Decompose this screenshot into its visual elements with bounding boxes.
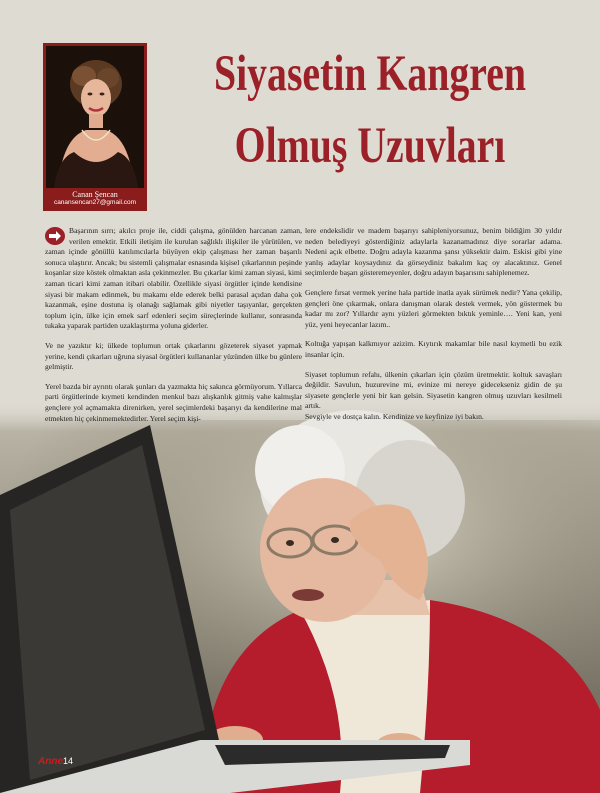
- author-email: canansencan27@gmail.com: [53, 199, 137, 206]
- left-column: [45, 226, 302, 433]
- author-photo: [46, 46, 144, 188]
- page-number: 14: [63, 756, 74, 766]
- title-line-2: Olmuş Uzuvları: [234, 118, 506, 174]
- paragraph: lere endekslidir ve madem başarıyı sahipleniyorsunuz, benim bildiğim 30 yıldır neden belediyeyi gösterdiğiniz adaylarla kazanamadınız diye sorarlar adama. Nedeni açık elbette. Doğru adayla kazanma şansı yüksektir daim. Eskisi gibi yine yanlış adaylar koysaydınız da görseydiniz bakalım kaç oy alacaktınız. Genel seçimlerde başarı gösteremeyenler, doğru adayın başarısını sahiplenemez.: [305, 226, 562, 278]
- paragraph: Ve ne yazıktır ki; ülkede toplumun ortak çıkarlarını gözeterek siyaset yapmak yerine, kendi çıkarları uğruna siyasal örgütleri kullananlar yüzünden ülke bu günlere gelmiştir.: [45, 340, 302, 372]
- right-column: [305, 226, 562, 432]
- paragraph: [45, 226, 302, 332]
- magazine-brand: Anne: [38, 756, 63, 767]
- paragraph: Koltuğa yapışan kalkmıyor azizim. Kıytırık makamlar bile nasıl kıymetli bu ezik insanlar için.: [305, 339, 562, 359]
- author-portrait: [43, 43, 147, 211]
- author-name: Canan Şencan: [72, 190, 118, 199]
- title-line-1: Siyasetin Kangren: [213, 46, 527, 102]
- paragraph: Siyaset toplumun refahı, ülkenin çıkarları için çözüm üretmektir. koltuk savaşları değildir. Savulun, huzurevine mi, evinize mi nereye gidecekseniz gidin de şu siyasete gençlerle yeni bir kan gelsin. Siyasetin kangren olmuş uzuvları kesilmeli artık.: [305, 369, 562, 411]
- paragraph: Sevgiyle ve dostça kalın. Kendinize ve keyfinize iyi bakın.: [305, 411, 484, 421]
- paragraph: Gençlere fırsat vermek yerine hala partide inatla ayak sürümek nedir? Yana çekilip, gençleri öne çıkarmak, onlara danışman olarak destek vermek, yön göstermek bu kadar mı zor? Yıllardır aynı yüzleri görmekten bıktık yeminle…. Yeni kan, yeni yüz, yeni heyecanlar lazım..: [305, 287, 562, 329]
- arrow-right-icon: [45, 227, 65, 245]
- paragraph: Yerel bazda bir ayrıntı olarak şunları da yazmakta hiç sakınca görmüyorum. Yıllarca parti örgütlerinde kıymeti kendinden menkul bazı alışkanlık gitmiş vahe kalmışlar gençlere yol açmamakta direnirken, yerel seçimlerdeki başarıyı da kendilerine mal etmekten hiç çekinmemektedirler. Yerel seçim kişi-: [45, 381, 302, 423]
- paragraph-text: Başarının sırrı; akılcı proje ile, ciddi çalışma, gönülden harcanan zaman, verilen emektir. Etkili iletişim ile kurulan sağlıklı ilişkiler ile yürütülen, ve zaman içinde gönüllü katılımcılarla büyüyen ekip çalışması her zaman başarılı sonuca ulaştırır. Ancak; bu sistemli çalışmalar esnasında kişisel çıkarlarının peşinde koşanlar size köstek olmaktan asla çekinmezler. Bu çıkarlar kimi zaman siyasi, kimi zaman ticari kimi zaman itibari olabilir. Özellikle siyasi örgütler içinde kendisine siyasi bir makam edinmek, bu makamı elde ederek belki parasal açıdan daha çok kazanmak, eşine dostuna iş olanağı sağlamak gibi niyetler taşıyanlar, gerçekten toplum için, ülke için emek sarf edenleri seçim süreçlerinde kullanır, sonrasında tukaka yaparak partiden uzaklaştırma yoluna giderler.: [45, 226, 302, 331]
- elderly-woman-laptop-photo: [0, 400, 600, 793]
- page-footer: [38, 756, 73, 767]
- article-title: [202, 38, 537, 182]
